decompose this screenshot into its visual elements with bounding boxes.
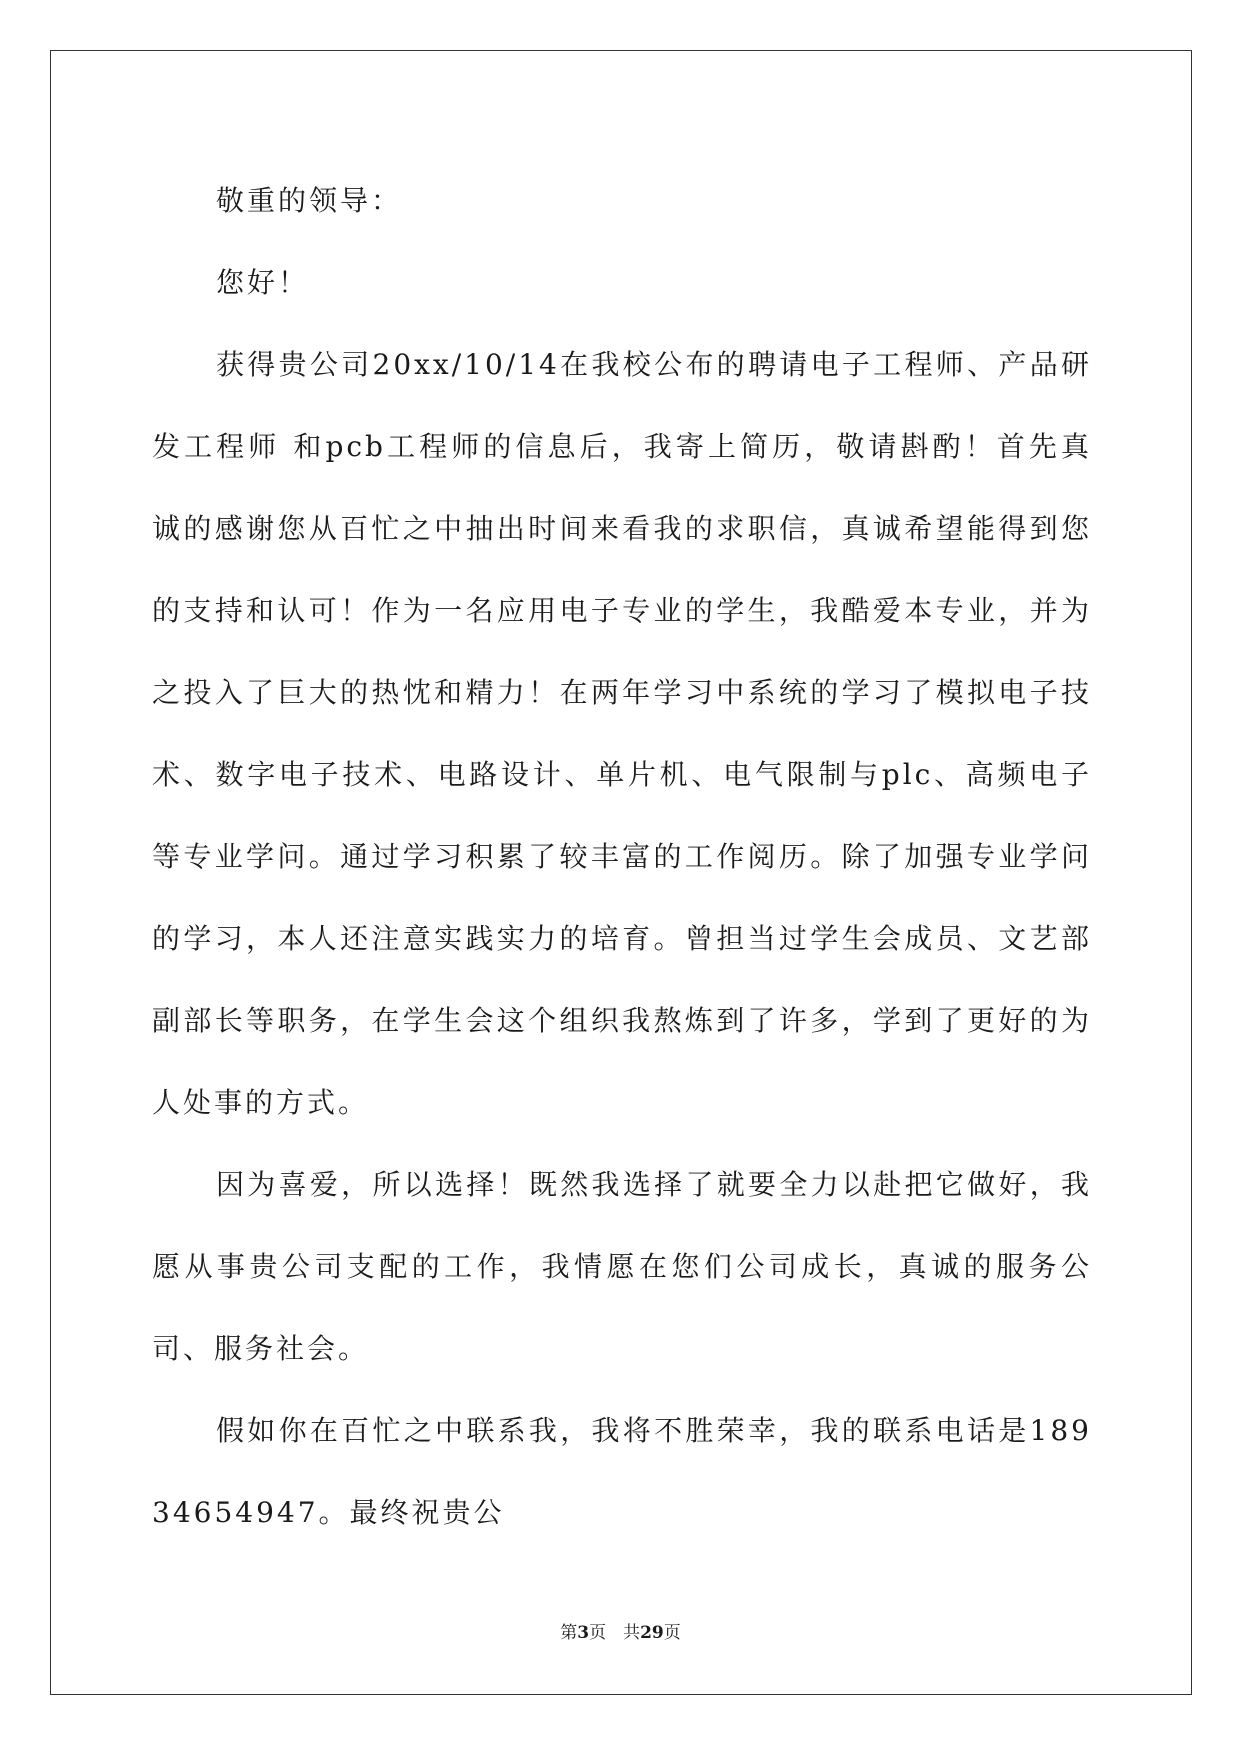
- footer-suffix: 页: [663, 1623, 681, 1643]
- page-footer: [0, 1618, 1241, 1643]
- paragraph-motivation: 因为喜爱，所以选择！既然我选择了就要全力以赴把它做好，我愿从事贵公司支配的工作，我情愿在您们公司成长，真诚的服务公司、服务社会。: [152, 1168, 1092, 1365]
- paragraph-intro: 获得贵公司20xx/10/14在我校公布的聘请电子工程师、产品研发工程师 和pcb工程师的信息后，我寄上简历，敬请斟酌！首先真诚的感谢您从百忙之中抽出时间来看我的求职信，真诚希望能得到您的支持和认可！作为一名应用电子专业的学生，我酷爱本专业，并为之投入了巨大的热忱和精力！在两年学习中系统的学习了模拟电子技术、数字电子技术、电路设计、单片机、电气限制与plc、高频电子等专业学问。通过学习积累了较丰富的工作阅历。除了加强专业学问的学习，本人还注意实践实力的培育。曾担当过学生会成员、文艺部副部长等职务，在学生会这个组织我熬炼到了许多，学到了更好的为人处事的方式。: [152, 348, 1092, 1119]
- footer-middle: 页 共: [589, 1623, 641, 1643]
- footer-prefix: 第: [560, 1623, 578, 1643]
- total-page-count: 29: [640, 1623, 664, 1643]
- letter-body: [152, 160, 1092, 1554]
- salutation: 敬重的领导：: [216, 184, 403, 217]
- greeting: 您好！: [216, 266, 310, 299]
- current-page-number: 3: [577, 1623, 590, 1643]
- paragraph-contact: 假如你在百忙之中联系我，我将不胜荣幸，我的联系电话是18934654947。最终祝贵公: [152, 1414, 1092, 1529]
